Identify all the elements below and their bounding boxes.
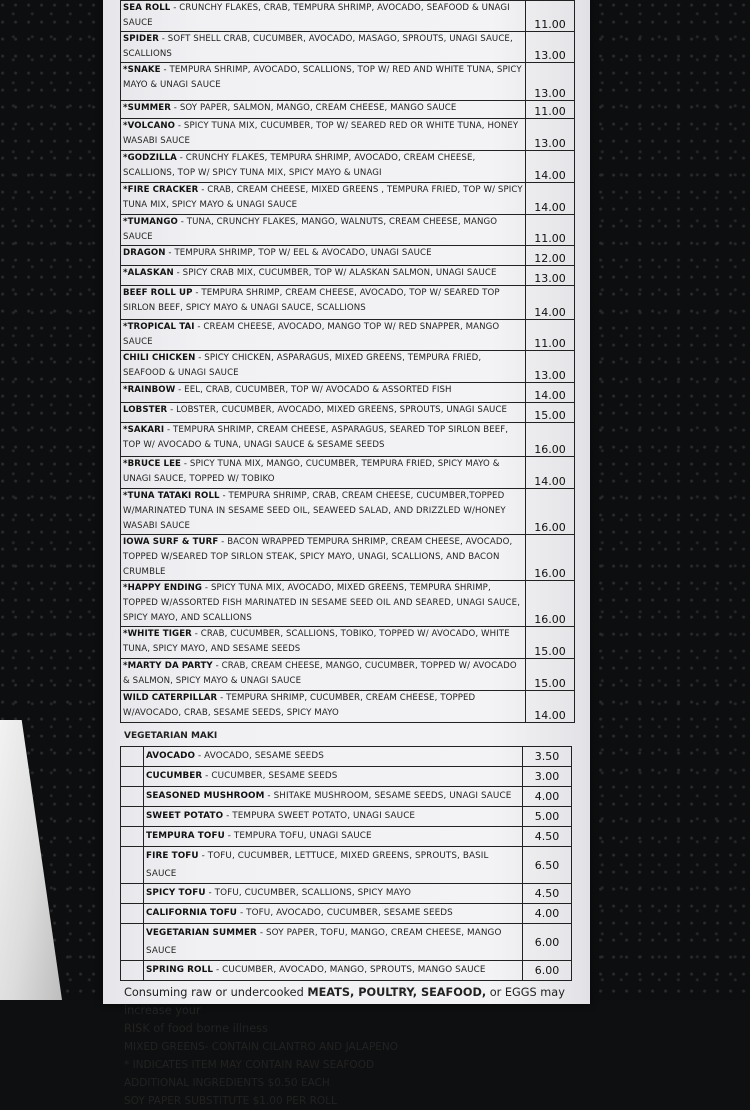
item-description-cell: SEASONED MUSHROOM - SHITAKE MUSHROOM, SESAME SEEDS, UNAGI SAUCE: [144, 787, 523, 807]
item-ingredients: SPICY CHICKEN, ASPARAGUS, MIXED GREENS, TEMPURA FRIED, SEAFOOD & UNAGI SAUCE: [123, 353, 482, 378]
item-description-cell: *TROPICAL TAI - CREAM CHEESE, AVOCADO, MANGO TOP W/ RED SNAPPER, MANGO SAUCE: [121, 320, 526, 351]
menu-row: [121, 627, 575, 659]
item-name: *MARTY DA PARTY: [123, 661, 213, 671]
menu-sheet: [120, 0, 575, 1110]
item-description-cell: CUCUMBER - CUCUMBER, SESAME SEEDS: [144, 767, 523, 787]
item-description-cell: FIRE TOFU - TOFU, CUCUMBER, LETTUCE, MIXED GREENS, SPROUTS, BASIL SAUCE: [144, 847, 523, 884]
item-ingredients: SPICY TUNA MIX, CUCUMBER, TOP W/ SEARED RED OR WHITE TUNA, HONEY WASABI SAUCE: [123, 121, 519, 146]
item-name: SWEET POTATO: [146, 811, 224, 821]
item-price: 16.00: [526, 581, 575, 627]
item-name: *BRUCE LEE: [123, 459, 182, 469]
item-description-cell: SPICY TOFU - TOFU, CUCUMBER, SCALLIONS, SPICY MAYO: [144, 884, 523, 904]
item-price: 14.00: [526, 383, 575, 403]
item-name: DRAGON: [123, 248, 166, 258]
item-description-cell: SWEET POTATO - TEMPURA SWEET POTATO, UNAGI SAUCE: [144, 807, 523, 827]
item-ingredients: SHITAKE MUSHROOM, SESAME SEEDS, UNAGI SAUCE: [273, 791, 512, 801]
item-name: *TUMANGO: [123, 217, 178, 227]
row-spacer: [121, 961, 144, 981]
item-ingredients: SOY PAPER, TOFU, MANGO, CREAM CHEESE, MANGO SAUCE: [146, 928, 502, 956]
item-price: 16.00: [526, 489, 575, 535]
raw-food-warning-line2: RISK of food borne illness: [124, 1022, 268, 1035]
item-price: 6.50: [523, 847, 572, 884]
item-description-cell: TEMPURA TOFU - TEMPURA TOFU, UNAGI SAUCE: [144, 827, 523, 847]
item-name: *TUNA TATAKI ROLL: [123, 491, 220, 501]
item-description-cell: DRAGON - TEMPURA SHRIMP, TOP W/ EEL & AVOCADO, UNAGI SAUCE: [121, 246, 526, 266]
menu-row: [121, 183, 575, 215]
item-description-cell: CALIFORNIA TOFU - TOFU, AVOCADO, CUCUMBER, SESAME SEEDS: [144, 904, 523, 924]
menu-row: [121, 151, 575, 183]
item-name: CUCUMBER: [146, 771, 203, 781]
item-price: 5.00: [523, 807, 572, 827]
item-description-cell: BEEF ROLL UP - TEMPURA SHRIMP, CREAM CHEESE, AVOCADO, TOP W/ SEARED TOP SIRLON BEEF, SPICY MAYO & UNAGI SAUCE, SCALLIONS: [121, 286, 526, 320]
item-price: 14.00: [526, 691, 575, 723]
item-ingredients: CUCUMBER, SESAME SEEDS: [211, 771, 338, 781]
item-price: 11.00: [526, 101, 575, 119]
item-ingredients: CRAB, CREAM CHEESE, MANGO, CUCUMBER, TOPPED W/ AVOCADO & SALMON, SPICY MAYO & UNAGI SAUCE: [123, 661, 517, 686]
row-spacer: [121, 807, 144, 827]
item-description-cell: *GODZILLA - CRUNCHY FLAKES, TEMPURA SHRIMP, AVOCADO, CREAM CHEESE, SCALLIONS, TOP W/ SPICY TUNA MIX, SPICY MAYO & UNAGI: [121, 151, 526, 183]
row-spacer: [121, 747, 144, 767]
menu-row: [121, 535, 575, 581]
menu-row: [121, 119, 575, 151]
item-price: 4.00: [523, 904, 572, 924]
item-price: 15.00: [526, 403, 575, 423]
menu-row: [121, 63, 575, 101]
menu-row: [121, 691, 575, 723]
item-name: *SNAKE: [123, 65, 161, 75]
item-price: 16.00: [526, 423, 575, 457]
item-description-cell: SEA ROLL - CRUNCHY FLAKES, CRAB, TEMPURA SHRIMP, AVOCADO, SEAFOOD & UNAGI SAUCE: [121, 1, 526, 32]
menu-row: [121, 581, 575, 627]
item-price: 13.00: [526, 63, 575, 101]
item-ingredients: EEL, CRAB, CUCUMBER, TOP W/ AVOCADO & ASSORTED FISH: [184, 385, 452, 395]
item-ingredients: SPICY TUNA MIX, MANGO, CUCUMBER, TEMPURA FRIED, SPICY MAYO & UNAGI SAUCE, TOPPED W/ TOBIKO: [123, 459, 500, 484]
item-description-cell: *VOLCANO - SPICY TUNA MIX, CUCUMBER, TOP W/ SEARED RED OR WHITE TUNA, HONEY WASABI SAUCE: [121, 119, 526, 151]
item-description-cell: AVOCADO - AVOCADO, SESAME SEEDS: [144, 747, 523, 767]
menu-row: [121, 457, 575, 489]
item-name: *SAKARI: [123, 425, 165, 435]
item-price: 16.00: [526, 535, 575, 581]
item-price: 15.00: [526, 627, 575, 659]
item-name: *VOLCANO: [123, 121, 176, 131]
item-ingredients: BACON WRAPPED TEMPURA SHRIMP, CREAM CHEESE, AVOCADO, TOPPED W/SEARED TOP SIRLON STEAK, SPICY MAYO, UNAGI, SCALLIONS, AND BACON CRUMBLE: [123, 537, 513, 577]
menu-row: [121, 489, 575, 535]
veg-menu-row: [121, 787, 572, 807]
menu-row: [121, 215, 575, 246]
menu-row: [121, 286, 575, 320]
item-name: FIRE TOFU: [146, 851, 199, 861]
row-spacer: [121, 847, 144, 884]
item-price: 11.00: [526, 320, 575, 351]
item-description-cell: *MARTY DA PARTY - CRAB, CREAM CHEESE, MANGO, CUCUMBER, TOPPED W/ AVOCADO & SALMON, SPICY MAYO & UNAGI SAUCE: [121, 659, 526, 691]
menu-row: [121, 320, 575, 351]
item-ingredients: CRUNCHY FLAKES, TEMPURA SHRIMP, AVOCADO, CREAM CHEESE, SCALLIONS, TOP W/ SPICY TUNA MIX, SPICY MAYO & UNAGI: [123, 153, 476, 178]
veg-menu-row: [121, 747, 572, 767]
veg-menu-row: [121, 807, 572, 827]
item-ingredients: SPICY TUNA MIX, AVOCADO, MIXED GREENS, TEMPURA SHRIMP, TOPPED W/ASSORTED FISH MARINATED IN SESAME SEED OIL AND SEARED, UNAGI SAUCE, SPICY MAYO, AND SCALLIONS: [123, 583, 521, 623]
item-name: VEGETARIAN SUMMER: [146, 928, 257, 938]
vegetarian-table: [120, 746, 572, 981]
veg-menu-row: [121, 961, 572, 981]
item-price: 13.00: [526, 266, 575, 286]
item-ingredients: SOY PAPER, SALMON, MANGO, CREAM CHEESE, MANGO SAUCE: [179, 103, 457, 113]
row-spacer: [121, 924, 144, 961]
item-name: TEMPURA TOFU: [146, 831, 225, 841]
raw-indicator-note: * INDICATES ITEM MAY CONTAIN RAW SEAFOOD: [124, 1059, 375, 1071]
item-ingredients: CRUNCHY FLAKES, CRAB, TEMPURA SHRIMP, AVOCADO, SEAFOOD & UNAGI SAUCE: [123, 3, 510, 28]
menu-row: [121, 383, 575, 403]
item-ingredients: TEMPURA SHRIMP, CREAM CHEESE, AVOCADO, TOP W/ SEARED TOP SIRLON BEEF, SPICY MAYO & UNAGI SAUCE, SCALLIONS: [123, 288, 500, 313]
item-price: 13.00: [526, 32, 575, 63]
vegetarian-title: VEGETARIAN MAKI: [124, 731, 218, 741]
item-price: 13.00: [526, 119, 575, 151]
veg-menu-row: [121, 904, 572, 924]
veg-menu-row: [121, 884, 572, 904]
item-name: *SUMMER: [123, 103, 171, 113]
item-price: 12.00: [526, 246, 575, 266]
item-name: *WHITE TIGER: [123, 629, 192, 639]
item-description-cell: *RAINBOW - EEL, CRAB, CUCUMBER, TOP W/ AVOCADO & ASSORTED FISH: [121, 383, 526, 403]
additional-ingredients-note: ADDITIONAL INGREDIENTS $0.50 EACH: [124, 1077, 330, 1089]
item-price: 3.00: [523, 767, 572, 787]
item-name: SPRING ROLL: [146, 965, 214, 975]
item-description-cell: IOWA SURF & TURF - BACON WRAPPED TEMPURA SHRIMP, CREAM CHEESE, AVOCADO, TOPPED W/SEARED TOP SIRLON STEAK, SPICY MAYO, UNAGI, SCALLIONS, AND BACON CRUMBLE: [121, 535, 526, 581]
item-price: 4.00: [523, 787, 572, 807]
item-ingredients: SOFT SHELL CRAB, CUCUMBER, AVOCADO, MASAGO, SPROUTS, UNAGI SAUCE, SCALLIONS: [123, 34, 513, 59]
item-price: 14.00: [526, 286, 575, 320]
item-name: CHILI CHICKEN: [123, 353, 196, 363]
veg-menu-row: [121, 924, 572, 961]
menu-row: [121, 659, 575, 691]
item-ingredients: CREAM CHEESE, AVOCADO, MANGO TOP W/ RED SNAPPER, MANGO SAUCE: [123, 322, 500, 347]
menu-row: [121, 101, 575, 119]
item-name: SEA ROLL: [123, 3, 171, 13]
item-ingredients: TEMPURA SHRIMP, CREAM CHEESE, ASPARAGUS, SEARED TOP SIRLON BEEF, TOP W/ AVOCADO & TUNA, UNAGI SAUCE & SESAME SEEDS: [123, 425, 509, 450]
item-price: 14.00: [526, 151, 575, 183]
item-price: 14.00: [526, 183, 575, 215]
item-ingredients: TOFU, AVOCADO, CUCUMBER, SESAME SEEDS: [246, 908, 453, 918]
item-description-cell: SPRING ROLL - CUCUMBER, AVOCADO, MANGO, SPROUTS, MANGO SAUCE: [144, 961, 523, 981]
item-ingredients: TEMPURA SHRIMP, CUCUMBER, CREAM CHEESE, TOPPED W/AVOCADO, CRAB, SESAME SEEDS, SPICY MAYO: [123, 693, 476, 718]
item-description-cell: SPIDER - SOFT SHELL CRAB, CUCUMBER, AVOCADO, MASAGO, SPROUTS, UNAGI SAUCE, SCALLIONS: [121, 32, 526, 63]
item-ingredients: LOBSTER, CUCUMBER, AVOCADO, MIXED GREENS, SPROUTS, UNAGI SAUCE: [176, 405, 508, 415]
item-price: 6.00: [523, 924, 572, 961]
item-name: SPICY TOFU: [146, 888, 206, 898]
item-description-cell: *HAPPY ENDING - SPICY TUNA MIX, AVOCADO, MIXED GREENS, TEMPURA SHRIMP, TOPPED W/ASSORTED FISH MARINATED IN SESAME SEED OIL AND SEARED, UNAGI SAUCE, SPICY MAYO, AND SCALLIONS: [121, 581, 526, 627]
mixed-greens-note: MIXED GREENS- CONTAIN CILANTRO AND JALAPENO: [124, 1041, 399, 1053]
item-ingredients: CRAB, CUCUMBER, SCALLIONS, TOBIKO, TOPPED W/ AVOCADO, WHITE TUNA, SPICY MAYO, AND SESAME SEEDS: [123, 629, 510, 654]
item-description-cell: *TUMANGO - TUNA, CRUNCHY FLAKES, MANGO, WALNUTS, CREAM CHEESE, MANGO SAUCE: [121, 215, 526, 246]
veg-menu-row: [121, 767, 572, 787]
item-price: 11.00: [526, 215, 575, 246]
item-ingredients: TEMPURA SWEET POTATO, UNAGI SAUCE: [232, 811, 416, 821]
item-name: WILD CATERPILLAR: [123, 693, 218, 703]
menu-row: [121, 266, 575, 286]
item-ingredients: AVOCADO, SESAME SEEDS: [204, 751, 324, 761]
item-price: 3.50: [523, 747, 572, 767]
item-price: 14.00: [526, 457, 575, 489]
menu-notes: [120, 984, 575, 1110]
item-name: *HAPPY ENDING: [123, 583, 203, 593]
menu-row: [121, 423, 575, 457]
menu-row: [121, 246, 575, 266]
row-spacer: [121, 884, 144, 904]
item-name: *ALASKAN: [123, 268, 174, 278]
item-name: IOWA SURF & TURF: [123, 537, 219, 547]
item-ingredients: SPICY CRAB MIX, CUCUMBER, TOP W/ ALASKAN SALMON, UNAGI SAUCE: [182, 268, 497, 278]
item-ingredients: TOFU, CUCUMBER, LETTUCE, MIXED GREENS, SPROUTS, BASIL SAUCE: [146, 851, 489, 879]
item-description-cell: *SUMMER - SOY PAPER, SALMON, MANGO, CREAM CHEESE, MANGO SAUCE: [121, 101, 526, 119]
raw-food-warning: Consuming raw or undercooked MEATS, POULTRY, SEAFOOD, or EGGS may increase your: [124, 986, 565, 1017]
item-ingredients: TEMPURA SHRIMP, CRAB, CREAM CHEESE, CUCUMBER,TOPPED W/MARINATED TUNA IN SESAME SEED OIL, SEAWEED SALAD, AND DRIZZLED W/HONEY WASABI SAUCE: [123, 491, 506, 531]
menu-row: [121, 351, 575, 383]
item-description-cell: LOBSTER - LOBSTER, CUCUMBER, AVOCADO, MIXED GREENS, SPROUTS, UNAGI SAUCE: [121, 403, 526, 423]
item-description-cell: *SNAKE - TEMPURA SHRIMP, AVOCADO, SCALLIONS, TOP W/ RED AND WHITE TUNA, SPICY MAYO & UNAGI SAUCE: [121, 63, 526, 101]
row-spacer: [121, 827, 144, 847]
signature-rolls-table: [120, 0, 575, 723]
item-name: SEASONED MUSHROOM: [146, 791, 265, 801]
item-ingredients: TUNA, CRUNCHY FLAKES, MANGO, WALNUTS, CREAM CHEESE, MANGO SAUCE: [123, 217, 498, 242]
item-name: BEEF ROLL UP: [123, 288, 193, 298]
item-description-cell: WILD CATERPILLAR - TEMPURA SHRIMP, CUCUMBER, CREAM CHEESE, TOPPED W/AVOCADO, CRAB, SESAME SEEDS, SPICY MAYO: [121, 691, 526, 723]
item-name: *FIRE CRACKER: [123, 185, 199, 195]
item-price: 4.50: [523, 884, 572, 904]
item-description-cell: VEGETARIAN SUMMER - SOY PAPER, TOFU, MANGO, CREAM CHEESE, MANGO SAUCE: [144, 924, 523, 961]
item-description-cell: *TUNA TATAKI ROLL - TEMPURA SHRIMP, CRAB, CREAM CHEESE, CUCUMBER,TOPPED W/MARINATED TUNA IN SESAME SEED OIL, SEAWEED SALAD, AND DRIZZLED W/HONEY WASABI SAUCE: [121, 489, 526, 535]
veg-menu-row: [121, 847, 572, 884]
item-description-cell: *BRUCE LEE - SPICY TUNA MIX, MANGO, CUCUMBER, TEMPURA FRIED, SPICY MAYO & UNAGI SAUCE, TOPPED W/ TOBIKO: [121, 457, 526, 489]
item-ingredients: TEMPURA SHRIMP, TOP W/ EEL & AVOCADO, UNAGI SAUCE: [174, 248, 432, 258]
item-ingredients: CRAB, CREAM CHEESE, MIXED GREENS , TEMPURA FRIED, TOP W/ SPICY TUNA MIX, SPICY MAYO & UNAGI SAUCE: [123, 185, 523, 210]
row-spacer: [121, 787, 144, 807]
veg-menu-row: [121, 827, 572, 847]
row-spacer: [121, 767, 144, 787]
item-name: SPIDER: [123, 34, 159, 44]
menu-row: [121, 1, 575, 32]
item-ingredients: TEMPURA TOFU, UNAGI SAUCE: [233, 831, 372, 841]
menu-row: [121, 403, 575, 423]
item-description-cell: CHILI CHICKEN - SPICY CHICKEN, ASPARAGUS, MIXED GREENS, TEMPURA FRIED, SEAFOOD & UNAGI SAUCE: [121, 351, 526, 383]
item-name: LOBSTER: [123, 405, 168, 415]
item-ingredients: TOFU, CUCUMBER, SCALLIONS, SPICY MAYO: [214, 888, 411, 898]
item-price: 4.50: [523, 827, 572, 847]
item-price: 13.00: [526, 351, 575, 383]
item-name: AVOCADO: [146, 751, 196, 761]
item-ingredients: CUCUMBER, AVOCADO, MANGO, SPROUTS, MANGO SAUCE: [222, 965, 486, 975]
item-price: 6.00: [523, 961, 572, 981]
soy-paper-note: SOY PAPER SUBSTITUTE $1.00 PER ROLL: [124, 1095, 337, 1107]
item-name: *GODZILLA: [123, 153, 177, 163]
item-name: *TROPICAL TAI: [123, 322, 195, 332]
item-description-cell: *WHITE TIGER - CRAB, CUCUMBER, SCALLIONS, TOBIKO, TOPPED W/ AVOCADO, WHITE TUNA, SPICY MAYO, AND SESAME SEEDS: [121, 627, 526, 659]
item-name: CALIFORNIA TOFU: [146, 908, 238, 918]
item-description-cell: *SAKARI - TEMPURA SHRIMP, CREAM CHEESE, ASPARAGUS, SEARED TOP SIRLON BEEF, TOP W/ AVOCADO & TUNA, UNAGI SAUCE & SESAME SEEDS: [121, 423, 526, 457]
menu-row: [121, 32, 575, 63]
item-description-cell: *ALASKAN - SPICY CRAB MIX, CUCUMBER, TOP W/ ALASKAN SALMON, UNAGI SAUCE: [121, 266, 526, 286]
item-name: *RAINBOW: [123, 385, 176, 395]
item-price: 11.00: [526, 1, 575, 32]
item-description-cell: *FIRE CRACKER - CRAB, CREAM CHEESE, MIXED GREENS , TEMPURA FRIED, TOP W/ SPICY TUNA MIX, SPICY MAYO & UNAGI SAUCE: [121, 183, 526, 215]
item-ingredients: TEMPURA SHRIMP, AVOCADO, SCALLIONS, TOP W/ RED AND WHITE TUNA, SPICY MAYO & UNAGI SAUCE: [123, 65, 522, 90]
row-spacer: [121, 904, 144, 924]
item-price: 15.00: [526, 659, 575, 691]
